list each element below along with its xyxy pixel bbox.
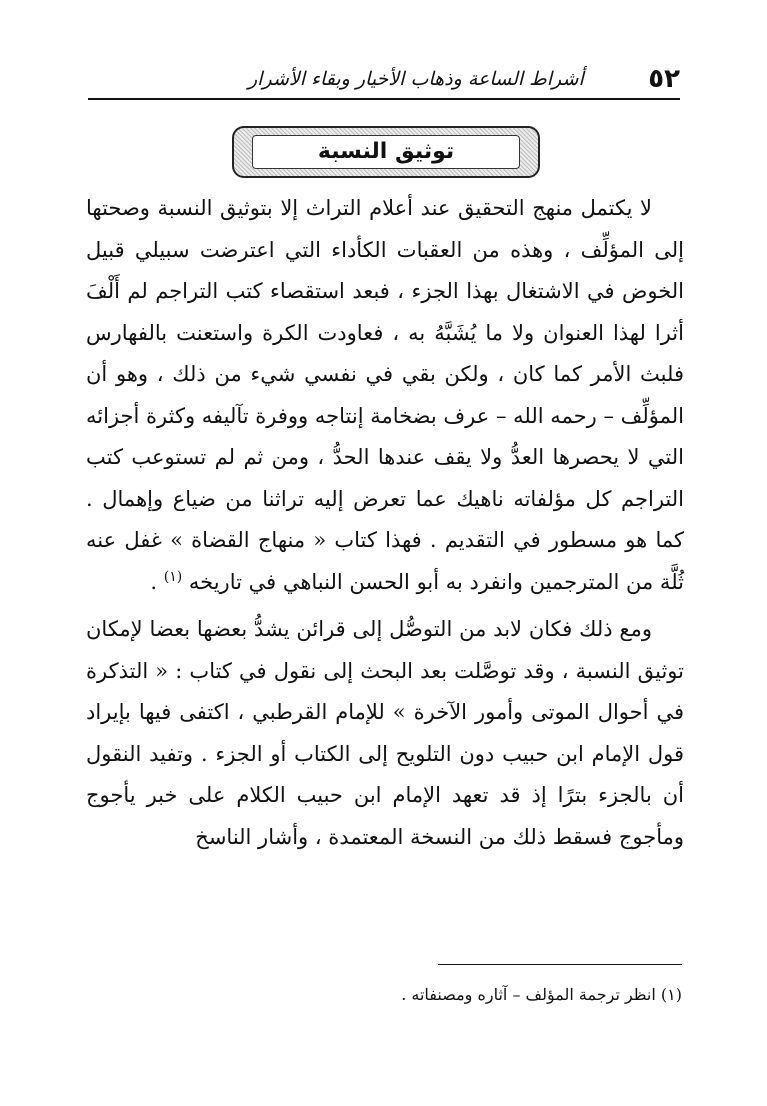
footnote-reference[interactable]: (١)	[163, 568, 183, 585]
paragraph-2: ومع ذلك فكان لابد من التوصُّل إلى قرائن يشدُّ بعضها بعضا لإمكان توثيق النسبة ، وقد توصَّلت بعد البحث إلى نقول في كتاب : « التذكرة في أحوال الموتى وأمور الآخرة » للإمام القرطبي ، اكتفى فيها بإيراد قول الإمام ابن حبيب دون التلويح إلى الكتاب أو الجزء . وتفيد النقول أن بالجزء بترًا إذ قد تعهد الإمام ابن حبيب الكلام على خبر يأجوج ومأجوج فسقط ذلك من النسخة المعتمدة ، وأشار الناسخ	[86, 617, 684, 849]
section-title-box	[252, 135, 520, 169]
page-number: ٥٢	[648, 64, 680, 94]
paragraph-1	[86, 188, 684, 603]
section-title: توثيق النسبة	[317, 139, 455, 164]
body-text	[86, 188, 684, 858]
paragraph-1-text: لا يكتمل منهج التحقيق عند أعلام التراث إلا بتوثيق النسبة وصحتها إلى المؤلِّف ، وهذه من العقبات الكأداء التي اعترضت سبيلي قبيل الخوض في الاشتغال بهذا الجزء ، فبعد استقصاء كتب التراجم لم أَلْفَ أثرا لهذا العنوان ولا ما يُشَبَّهُ به ، فعاودت الكرة واستعنت بالفهارس فلبث الأمر كما كان ، ولكن بقي في نفسي شيء من ذلك ، وهو أن المؤلِّف – رحمه الله – عرف بضخامة إنتاجه ووفرة تآليفه وكثرة أجزائه التي لا يحصرها العدُّ ولا يقف عندها الحدُّ ، ومن ثم لم تستوعب كتب التراجم كل مؤلفاته ناهيك عما تعرض إليه تراثنا من ضياع وإهمال . كما هو مسطور في التقديم . فهذا كتاب « منهاج القضاة » غفل عنه ثُلَّة من المترجمين وانفرد به أبو الحسن النباهي في تاريخه	[86, 196, 684, 594]
footnote: (١) انظر ترجمة المؤلف – آثاره ومصنفاته .	[401, 985, 682, 1004]
footnote-divider	[438, 964, 682, 965]
section-title-frame	[232, 126, 540, 178]
book-title: أشراط الساعة وذهاب الأخيار وبقاء الأشرار	[248, 68, 584, 90]
paragraph-1-end: .	[150, 569, 164, 594]
running-header	[88, 58, 680, 100]
